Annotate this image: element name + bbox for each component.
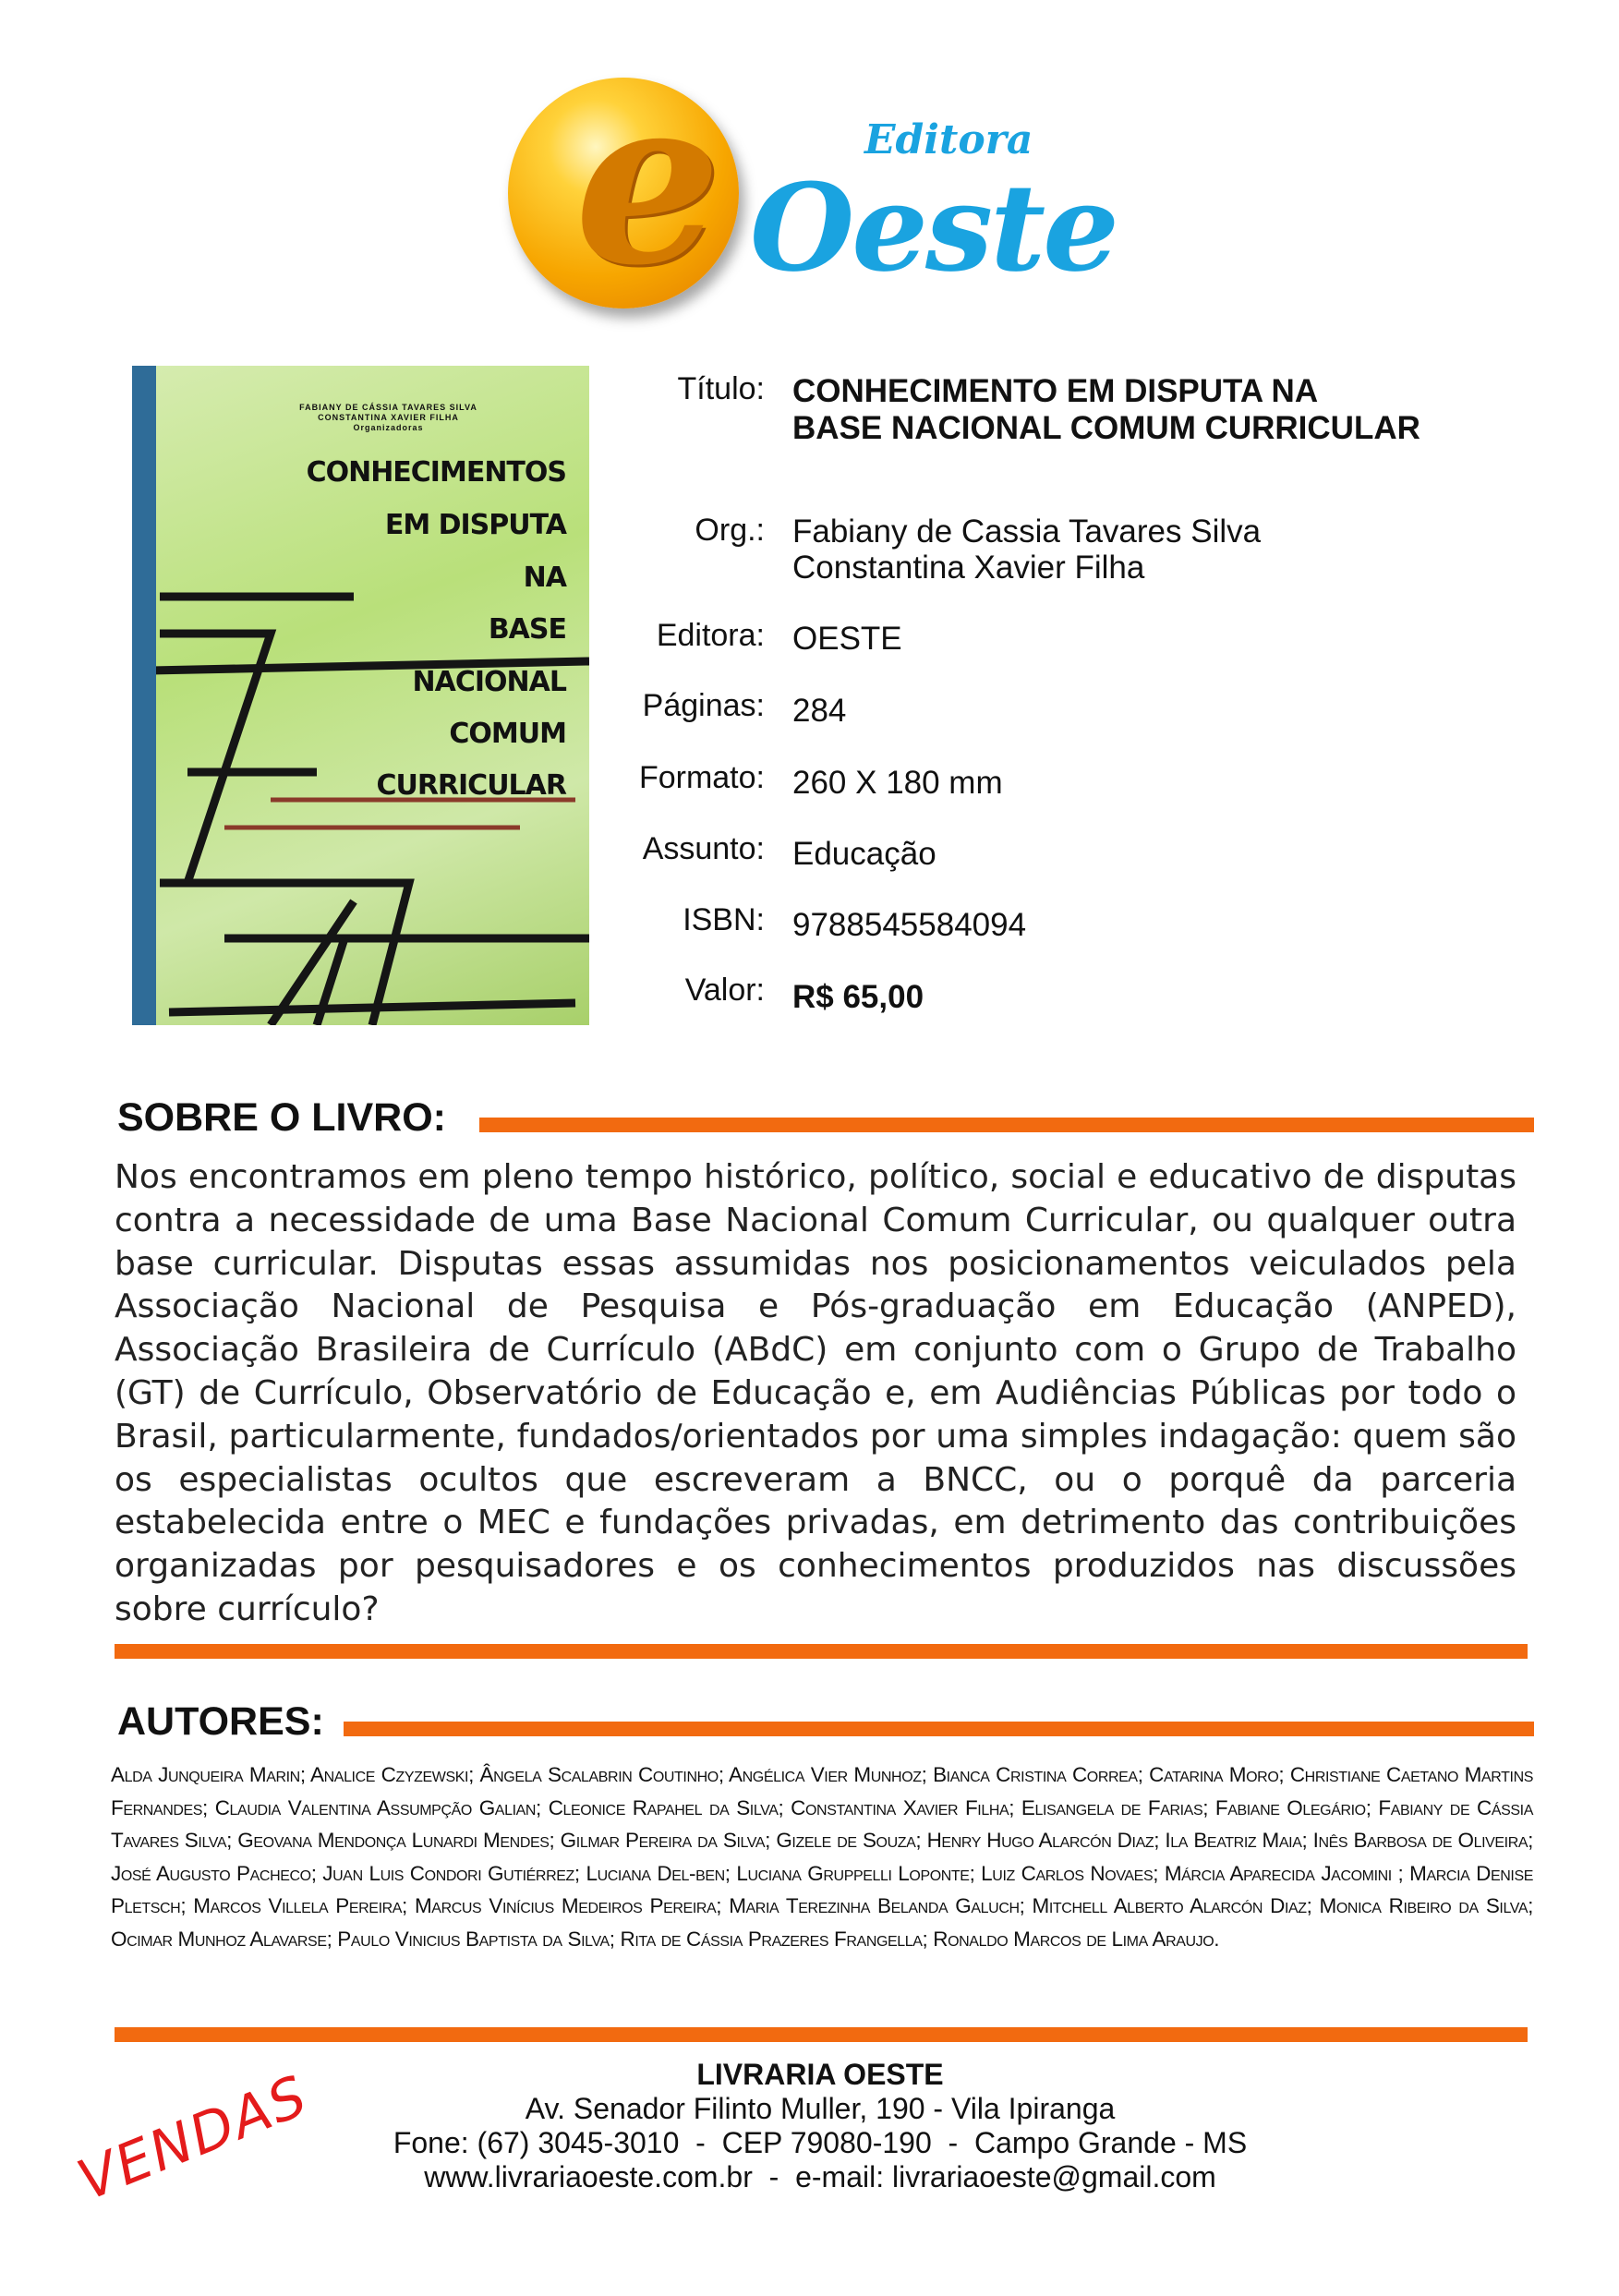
cover-org-label: Organizadoras <box>353 423 424 432</box>
cover-title-line: EM DISPUTA <box>384 509 566 541</box>
vendas-stamp: VENDAS <box>68 2063 318 2214</box>
store-name: LIVRARIA OESTE <box>696 2058 944 2091</box>
cover-title-line: BASE <box>488 613 566 646</box>
isbn-label: ISBN: <box>683 902 765 937</box>
cover-title-line: COMUM <box>449 718 566 750</box>
cover-spine <box>132 366 156 1025</box>
store-address: Av. Senador Filinto Muller, 190 - Vila Ipiranga <box>525 2092 1116 2125</box>
assunto-label: Assunto: <box>642 831 765 866</box>
cover-title-line: CONHECIMENTOS <box>306 456 566 489</box>
about-heading: SOBRE O LIVRO: <box>117 1095 446 1140</box>
cover-org-1: FABIANY DE CÁSSIA TAVARES SILVA <box>299 403 477 412</box>
paginas-label: Páginas: <box>642 688 765 723</box>
paginas-value: 284 <box>792 693 847 729</box>
about-divider <box>479 1118 1534 1132</box>
cover-title-line: NACIONAL <box>412 666 566 698</box>
isbn-value: 9788545584094 <box>792 907 1027 943</box>
authors-list: Alda Junqueira Marin; Analice Czyzewski; Ângela Scalabrin Coutinho; Angélica Vier Munhoz; Bianca Cristina Correa; Catarina Moro; Christiane Caetano Martins Fernandes; Claudia Valentina Assumpção Galian; Cleonice Rapahel da Silva; Constantina Xavier Filha; Elisangela de Farias; Fabiane Olegário; Fabiany de Cássia Tavares Silva; Geovana Mendonça Lunardi Mendes; Gilmar Pereira da Silva; Gizele de Souza; Henry Hugo Alarcón Diaz; Ila Beatriz Maia; Inês Barbosa de Oliveira; José Augusto Pacheco; Juan Luis Condori Gutiérrez; Luciana Del-ben; Luciana Gruppelli Loponte; Luiz Carlos Novaes; Márcia Aparecida Jacomini ; Marcia Denise Pletsch; Marcos Villela Pereira; Marcus Vinícius Medeiros Pereira; Maria Terezinha Belanda Galuch; Mitchell Alberto Alarcón Diaz; Monica Ribeiro da Silva; Ocimar Munhoz Alavarse; Paulo Vinicius Baptista da Silva; Rita de Cássia Prazeres Frangella; Ronaldo Marcos de Lima Araujo. <box>111 1763 1533 1951</box>
price-value: R$ 65,00 <box>792 979 924 1015</box>
logo-letter: e <box>574 44 722 316</box>
valor-label: Valor: <box>684 973 765 1008</box>
editora-label: Editora: <box>656 618 765 653</box>
organizers <box>792 514 1261 586</box>
store-contact[interactable]: www.livrariaoeste.com.br - e-mail: livrariaoeste@gmail.com <box>424 2160 1216 2193</box>
divider <box>115 1644 1528 1659</box>
organizer: Fabiany de Cassia Tavares Silva <box>792 514 1262 550</box>
cover-title-line: CURRICULAR <box>376 769 566 802</box>
authors-divider <box>344 1722 1534 1736</box>
cover-org-2: CONSTANTINA XAVIER FILHA <box>318 413 459 422</box>
logo-oeste: Oeste <box>750 157 1117 298</box>
about-text: Nos encontramos em pleno tempo histórico, político, social e educativo de disputas contra a necessidade de uma Base Nacional Comum Curricular, ou qualquer outra base curricular. Disputas essas assumidas nos posicionamentos veiculados pela Associação Nacional de Pesquisa e Pós-graduação em Educação (ANPED), Associação Brasileira de Currículo (ABdC) em conjunto com o Grupo de Trabalho (GT) de Currículo, Observatório de Educação e, em Audiências Públicas por todo o Brasil, particularmente, fundados/orientados por uma simples indagação: quem são os especialistas ocultos que escreveram a BNCC, ou o porquê da parceria estabelecida entre o MEC e fundações privadas, em detrimento das contribuições organizadas por pesquisadores e os conhecimentos produzidos nas discussões sobre currículo? <box>115 1158 1516 1628</box>
editora-value: OESTE <box>792 621 902 657</box>
logo-editora: Editora <box>864 116 1033 163</box>
book-title <box>792 373 1420 447</box>
book-title-line: BASE NACIONAL COMUM CURRICULAR <box>792 410 1420 446</box>
cover-organizers <box>187 403 589 433</box>
formato-label: Formato: <box>638 760 765 795</box>
assunto-value: Educação <box>792 836 936 872</box>
title-label: Título: <box>677 371 765 406</box>
cover-title-line: NA <box>523 562 566 594</box>
store-phone: Fone: (67) 3045-3010 - CEP 79080-190 - Campo Grande - MS <box>393 2126 1248 2159</box>
authors-heading: AUTORES: <box>117 1699 324 1744</box>
organizer: Constantina Xavier Filha <box>792 550 1145 586</box>
book-cover <box>132 366 589 1025</box>
formato-value: 260 X 180 mm <box>792 765 1003 801</box>
org-label: Org.: <box>695 513 765 548</box>
divider <box>115 2027 1528 2042</box>
book-title-line: CONHECIMENTO EM DISPUTA NA <box>792 373 1319 409</box>
